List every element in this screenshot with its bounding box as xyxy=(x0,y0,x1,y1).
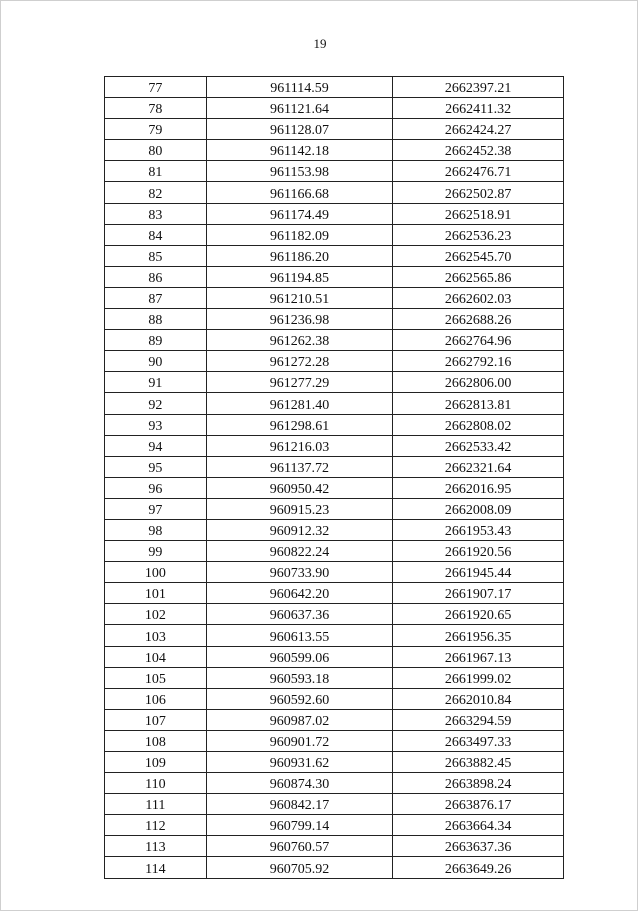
table-row xyxy=(105,604,564,625)
point-number-cell: 101 xyxy=(105,583,207,604)
y-coordinate-cell: 2662533.42 xyxy=(393,435,564,456)
x-coordinate-cell: 960705.92 xyxy=(206,857,393,878)
y-coordinate-cell: 2663876.17 xyxy=(393,794,564,815)
x-coordinate-cell: 960613.55 xyxy=(206,625,393,646)
point-number-cell: 80 xyxy=(105,140,207,161)
point-number-cell: 107 xyxy=(105,709,207,730)
table-row xyxy=(105,709,564,730)
y-coordinate-cell: 2662476.71 xyxy=(393,161,564,182)
point-number-cell: 104 xyxy=(105,646,207,667)
x-coordinate-cell: 960915.23 xyxy=(206,498,393,519)
y-coordinate-cell: 2662452.38 xyxy=(393,140,564,161)
x-coordinate-cell: 960901.72 xyxy=(206,730,393,751)
point-number-cell: 112 xyxy=(105,815,207,836)
x-coordinate-cell: 961153.98 xyxy=(206,161,393,182)
x-coordinate-cell: 960822.24 xyxy=(206,541,393,562)
y-coordinate-cell: 2661967.13 xyxy=(393,646,564,667)
point-number-cell: 108 xyxy=(105,730,207,751)
table-row xyxy=(105,119,564,140)
table-row xyxy=(105,688,564,709)
y-coordinate-cell: 2662602.03 xyxy=(393,287,564,308)
point-number-cell: 106 xyxy=(105,688,207,709)
x-coordinate-cell: 961114.59 xyxy=(206,77,393,98)
y-coordinate-cell: 2662010.84 xyxy=(393,688,564,709)
table-row xyxy=(105,414,564,435)
point-number-cell: 84 xyxy=(105,224,207,245)
point-number-cell: 105 xyxy=(105,667,207,688)
point-number-cell: 82 xyxy=(105,182,207,203)
table-row xyxy=(105,730,564,751)
y-coordinate-cell: 2661953.43 xyxy=(393,519,564,540)
y-coordinate-cell: 2662688.26 xyxy=(393,309,564,330)
point-number-cell: 111 xyxy=(105,794,207,815)
x-coordinate-cell: 961194.85 xyxy=(206,266,393,287)
point-number-cell: 83 xyxy=(105,203,207,224)
y-coordinate-cell: 2662518.91 xyxy=(393,203,564,224)
table-row xyxy=(105,815,564,836)
x-coordinate-cell: 961166.68 xyxy=(206,182,393,203)
x-coordinate-cell: 960733.90 xyxy=(206,562,393,583)
x-coordinate-cell: 960912.32 xyxy=(206,519,393,540)
x-coordinate-cell: 960599.06 xyxy=(206,646,393,667)
y-coordinate-cell: 2662397.21 xyxy=(393,77,564,98)
table-row xyxy=(105,498,564,519)
y-coordinate-cell: 2661920.65 xyxy=(393,604,564,625)
x-coordinate-cell: 961236.98 xyxy=(206,309,393,330)
table-row xyxy=(105,519,564,540)
x-coordinate-cell: 961272.28 xyxy=(206,351,393,372)
y-coordinate-cell: 2662764.96 xyxy=(393,330,564,351)
table-row xyxy=(105,372,564,393)
x-coordinate-cell: 961262.38 xyxy=(206,330,393,351)
table-row xyxy=(105,77,564,98)
y-coordinate-cell: 2663664.34 xyxy=(393,815,564,836)
x-coordinate-cell: 960642.20 xyxy=(206,583,393,604)
y-coordinate-cell: 2662565.86 xyxy=(393,266,564,287)
table-row xyxy=(105,161,564,182)
point-number-cell: 103 xyxy=(105,625,207,646)
x-coordinate-cell: 960592.60 xyxy=(206,688,393,709)
table-row xyxy=(105,287,564,308)
table-row xyxy=(105,752,564,773)
x-coordinate-cell: 960874.30 xyxy=(206,773,393,794)
x-coordinate-cell: 960950.42 xyxy=(206,477,393,498)
x-coordinate-cell: 960799.14 xyxy=(206,815,393,836)
table-row xyxy=(105,245,564,266)
point-number-cell: 85 xyxy=(105,245,207,266)
y-coordinate-cell: 2661945.44 xyxy=(393,562,564,583)
table-row xyxy=(105,562,564,583)
point-number-cell: 79 xyxy=(105,119,207,140)
table-row xyxy=(105,836,564,857)
y-coordinate-cell: 2662545.70 xyxy=(393,245,564,266)
point-number-cell: 100 xyxy=(105,562,207,583)
x-coordinate-cell: 961281.40 xyxy=(206,393,393,414)
point-number-cell: 94 xyxy=(105,435,207,456)
table-row xyxy=(105,182,564,203)
point-number-cell: 113 xyxy=(105,836,207,857)
x-coordinate-cell: 961174.49 xyxy=(206,203,393,224)
table-row xyxy=(105,794,564,815)
table-row xyxy=(105,625,564,646)
table-row xyxy=(105,224,564,245)
x-coordinate-cell: 961142.18 xyxy=(206,140,393,161)
table-row xyxy=(105,393,564,414)
point-number-cell: 89 xyxy=(105,330,207,351)
table-row xyxy=(105,203,564,224)
point-number-cell: 110 xyxy=(105,773,207,794)
y-coordinate-cell: 2661956.35 xyxy=(393,625,564,646)
x-coordinate-cell: 960842.17 xyxy=(206,794,393,815)
x-coordinate-cell: 961137.72 xyxy=(206,456,393,477)
y-coordinate-cell: 2662008.09 xyxy=(393,498,564,519)
y-coordinate-cell: 2663637.36 xyxy=(393,836,564,857)
y-coordinate-cell: 2661907.17 xyxy=(393,583,564,604)
x-coordinate-cell: 961210.51 xyxy=(206,287,393,308)
x-coordinate-cell: 961128.07 xyxy=(206,119,393,140)
x-coordinate-cell: 961216.03 xyxy=(206,435,393,456)
page-number: 19 xyxy=(313,36,327,51)
point-number-cell: 99 xyxy=(105,541,207,562)
point-number-cell: 86 xyxy=(105,266,207,287)
point-number-cell: 88 xyxy=(105,309,207,330)
x-coordinate-cell: 960760.57 xyxy=(206,836,393,857)
x-coordinate-cell: 961298.61 xyxy=(206,414,393,435)
x-coordinate-cell: 961121.64 xyxy=(206,98,393,119)
point-number-cell: 97 xyxy=(105,498,207,519)
x-coordinate-cell: 961186.20 xyxy=(206,245,393,266)
x-coordinate-cell: 961182.09 xyxy=(206,224,393,245)
x-coordinate-cell: 961277.29 xyxy=(206,372,393,393)
coordinates-table xyxy=(104,76,564,879)
point-number-cell: 114 xyxy=(105,857,207,878)
y-coordinate-cell: 2662806.00 xyxy=(393,372,564,393)
y-coordinate-cell: 2661999.02 xyxy=(393,667,564,688)
x-coordinate-cell: 960637.36 xyxy=(206,604,393,625)
table-row xyxy=(105,477,564,498)
y-coordinate-cell: 2662536.23 xyxy=(393,224,564,245)
point-number-cell: 87 xyxy=(105,287,207,308)
y-coordinate-cell: 2663649.26 xyxy=(393,857,564,878)
point-number-cell: 109 xyxy=(105,752,207,773)
table-row xyxy=(105,266,564,287)
y-coordinate-cell: 2662424.27 xyxy=(393,119,564,140)
y-coordinate-cell: 2663898.24 xyxy=(393,773,564,794)
y-coordinate-cell: 2662321.64 xyxy=(393,456,564,477)
point-number-cell: 98 xyxy=(105,519,207,540)
point-number-cell: 102 xyxy=(105,604,207,625)
x-coordinate-cell: 960931.62 xyxy=(206,752,393,773)
point-number-cell: 77 xyxy=(105,77,207,98)
table-row xyxy=(105,646,564,667)
y-coordinate-cell: 2663497.33 xyxy=(393,730,564,751)
y-coordinate-cell: 2662792.16 xyxy=(393,351,564,372)
point-number-cell: 78 xyxy=(105,98,207,119)
y-coordinate-cell: 2663294.59 xyxy=(393,709,564,730)
y-coordinate-cell: 2662502.87 xyxy=(393,182,564,203)
table-row xyxy=(105,435,564,456)
y-coordinate-cell: 2662016.95 xyxy=(393,477,564,498)
table-row xyxy=(105,456,564,477)
y-coordinate-cell: 2661920.56 xyxy=(393,541,564,562)
y-coordinate-cell: 2663882.45 xyxy=(393,752,564,773)
table-row xyxy=(105,857,564,878)
table-row xyxy=(105,140,564,161)
coordinates-table-body xyxy=(105,77,564,879)
x-coordinate-cell: 960593.18 xyxy=(206,667,393,688)
y-coordinate-cell: 2662813.81 xyxy=(393,393,564,414)
table-row xyxy=(105,98,564,119)
point-number-cell: 90 xyxy=(105,351,207,372)
point-number-cell: 96 xyxy=(105,477,207,498)
y-coordinate-cell: 2662808.02 xyxy=(393,414,564,435)
point-number-cell: 81 xyxy=(105,161,207,182)
table-row xyxy=(105,309,564,330)
point-number-cell: 95 xyxy=(105,456,207,477)
point-number-cell: 91 xyxy=(105,372,207,393)
table-row xyxy=(105,583,564,604)
x-coordinate-cell: 960987.02 xyxy=(206,709,393,730)
y-coordinate-cell: 2662411.32 xyxy=(393,98,564,119)
table-row xyxy=(105,330,564,351)
table-row xyxy=(105,773,564,794)
table-row xyxy=(105,667,564,688)
point-number-cell: 93 xyxy=(105,414,207,435)
point-number-cell: 92 xyxy=(105,393,207,414)
table-row xyxy=(105,541,564,562)
table-row xyxy=(105,351,564,372)
